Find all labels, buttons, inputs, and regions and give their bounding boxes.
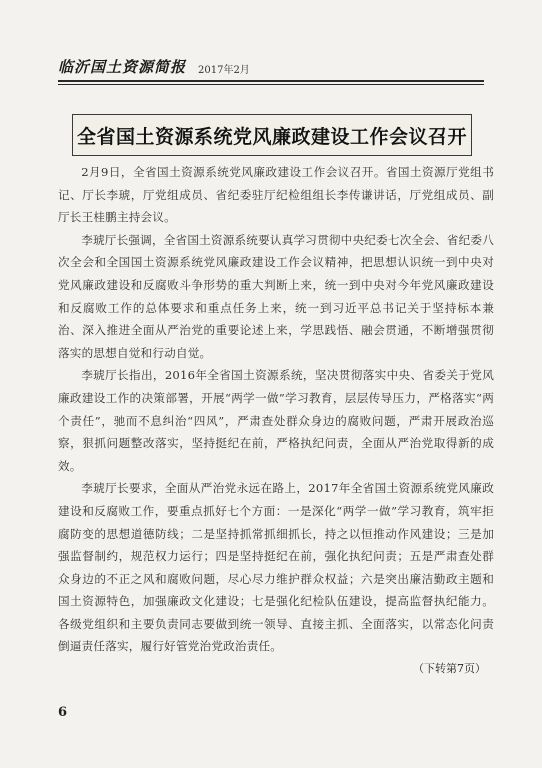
paragraph: 李琥厅长强调，全省国土资源系统要认真学习贯彻中央纪委七次全会、省纪委八次全会和全国国土资源系统党风廉政建设工作会议精神，把思想认识统一到中央对党风廉政建设和反腐败斗争形势的重大判断上来，统一到中央对今年党风廉政建设和反腐败工作的总体要求和重点任务上来，统一到习近平总书记关于坚持标本兼治、深入推进全面从严治党的重要论述上来，学思践悟、融会贯通，不断增强贯彻落实的思想自觉和行动自觉。 (58, 232, 494, 360)
header-rule-thick (58, 80, 484, 82)
page-number: 6 (58, 705, 68, 720)
header-rule-thin (58, 84, 484, 85)
continued-note: （下转第7页） (413, 662, 486, 676)
article-title: 全省国土资源系统党风廉政建设工作会议召开 (76, 125, 467, 148)
running-header (58, 52, 484, 80)
issue-date: 2017年2月 (198, 65, 250, 76)
publication-name: 临沂国土资源简报 (58, 58, 187, 76)
article-body (58, 161, 494, 680)
paragraph: 李琥厅长指出，2016年全省国土资源系统，坚决贯彻落实中央、省委关于党风廉政建设工作的决策部署，开展“两学一做”学习教育，层层传导压力，严格落实“两个责任”，驰而不息纠治“四风”，严肃查处群众身边的腐败问题，严肃开展政治巡察，狠抓问题整改落实，坚持挺纪在前，严格执纪问责，全面从严治党取得新的成效。 (58, 368, 494, 473)
article-title-box (72, 114, 472, 156)
paragraph: 李琥厅长要求，全面从严治党永远在路上，2017年全省国土资源系统党风廉政建设和反腐败工作，要重点抓好七个方面：一是深化“两学一做”学习教育，筑牢拒腐防变的思想道德防线；二是坚持抓常抓细抓长，持之以恒推动作风建设；三是加强监督制约，规范权力运行；四是坚持挺纪在前，强化执纪问责；五是严肃查处群众身边的不正之风和腐败问题，尽心尽力维护群众权益；六是突出廉洁勤政主题和国土资源特色，加强廉政文化建设；七是强化纪检队伍建设，提高监督执纪能力。各级党组织和主要负责同志要做到统一领导、直接主抓、全面落实，以常态化问责倒逼责任落实，履行好管党治党政治责任。 (58, 481, 494, 654)
paragraph: 2月9日，全省国土资源系统党风廉政建设工作会议召开。省国土资源厅党组书记、厅长李琥，厅党组成员、省纪委驻厅纪检组组长李传谦讲话，厅党组成员、副厅长王桂鹏主持会议。 (58, 165, 494, 225)
